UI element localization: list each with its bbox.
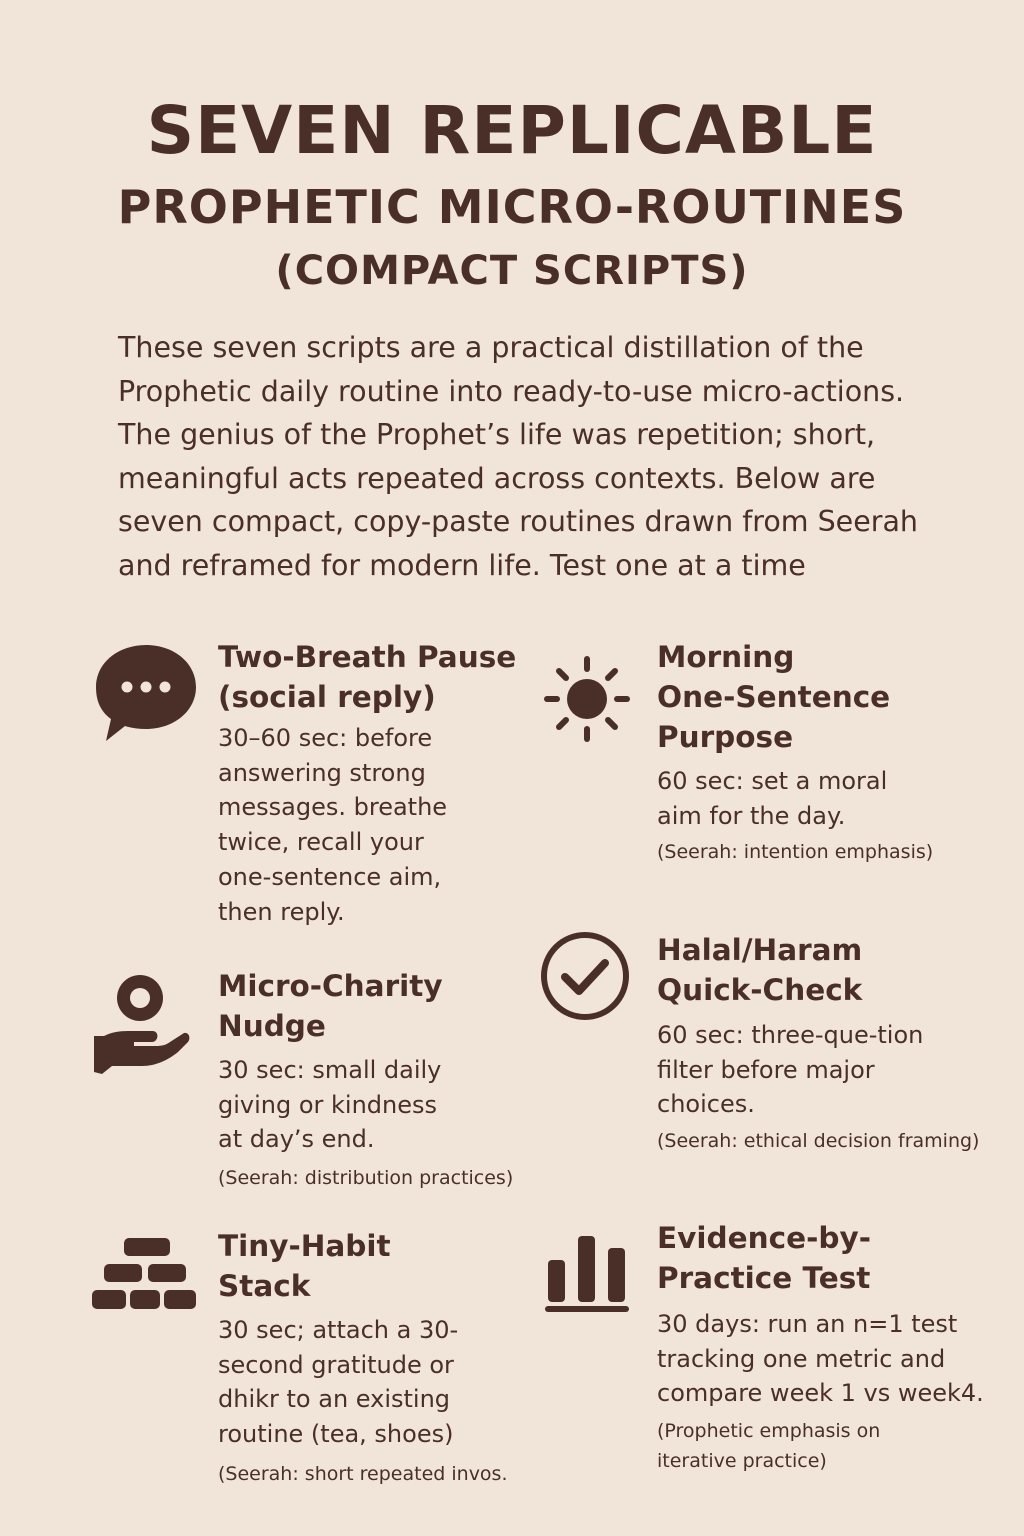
desc-line: aim for the day. [657,801,846,830]
desc-line: 30 days: run an n=1 test [657,1310,958,1338]
routine-description [657,1307,984,1411]
desc-line: routine (tea, shoes) [218,1420,454,1449]
desc-line: then reply. [218,897,345,926]
title-line-2: PROPHETIC MICRO-ROUTINES [117,180,907,234]
check-circle-icon [539,930,631,1022]
routine-source-note: (Seerah: intention emphasis) [657,841,934,863]
routine-title [218,966,443,1046]
note-line: (Prophetic emphasis on [657,1420,881,1442]
routine-title [218,1226,391,1306]
intro-line: These seven scripts are a practical distillation of the [118,331,864,364]
title-line-3: (COMPACT SCRIPTS) [275,248,749,294]
desc-line: answering strong [218,758,426,787]
routine-title [657,930,862,1010]
routine-title-line: Morning [657,640,795,674]
desc-line: 60 sec: set a moral [657,767,888,795]
routine-description [218,1053,441,1157]
intro-paragraph [118,326,918,587]
routine-title-line: Tiny-Habit [218,1229,391,1263]
routine-description [657,764,887,833]
routine-title-line: Purpose [657,720,794,754]
desc-line: 30 sec; attach a 30- [218,1316,459,1344]
giving-hand-icon [90,972,192,1076]
routine-title-line: Evidence-by- [657,1221,871,1255]
routine-title [657,1218,871,1298]
desc-line: 60 sec: three-que-tion [657,1021,924,1049]
routine-title-line: Practice Test [657,1261,871,1295]
sun-icon [543,655,631,743]
routine-title-line: (social reply) [218,680,436,714]
routine-title-line: Quick-Check [657,973,863,1007]
routine-source-note: (Seerah: ethical decision framing) [657,1130,980,1152]
desc-line: compare week 1 vs week4. [657,1379,984,1408]
title-line-1: SEVEN REPLICABLE [146,92,878,169]
bar-chart-icon [543,1232,633,1316]
intro-line: seven compact, copy-paste routines drawn from Seerah [118,505,918,538]
routine-description [657,1018,923,1122]
routine-title-line: Two-Breath Pause [218,640,517,674]
desc-line: messages. breathe [218,793,448,822]
desc-line: giving or kindness [218,1090,438,1119]
desc-line: at day’s end. [218,1125,375,1154]
intro-line: Prophetic daily routine into ready-to-use micro-actions. [118,374,905,408]
desc-line: 30–60 sec: before [218,724,433,752]
intro-line: and reframed for modern life. Test one at a time [118,548,806,582]
routine-title-line: Micro-Charity [218,969,443,1003]
routine-title [218,637,516,717]
desc-line: choices. [657,1090,755,1119]
desc-line: second gratitude or [218,1350,454,1379]
routine-title-line: Stack [218,1269,311,1303]
intro-line: The genius of the Prophet’s life was repetition; short, [118,418,876,451]
desc-line: 30 sec: small daily [218,1056,442,1084]
desc-line: dhikr to an existing [218,1385,451,1414]
routine-title-line: Nudge [218,1009,326,1043]
routine-description [218,721,447,929]
bricks-icon [90,1238,198,1312]
note-line: iterative practice) [657,1450,827,1472]
intro-line: meaningful acts repeated across contexts. Below are [118,461,876,495]
routine-description [218,1313,458,1452]
routine-title-line: Halal/Haram [657,933,863,967]
desc-line: tracking one metric and [657,1344,946,1373]
desc-line: twice, recall your [218,828,424,857]
desc-line: one-sentence aim, [218,862,442,891]
desc-line: filter before major [657,1055,875,1084]
speech-bubble-icon [94,643,198,743]
routine-title-line: One-Sentence [657,680,891,714]
routine-source-note: (Seerah: distribution practices) [218,1167,514,1189]
routine-source-note [657,1416,880,1476]
routine-title [657,637,890,757]
routine-source-note: (Seerah: short repeated invos. [218,1463,508,1485]
